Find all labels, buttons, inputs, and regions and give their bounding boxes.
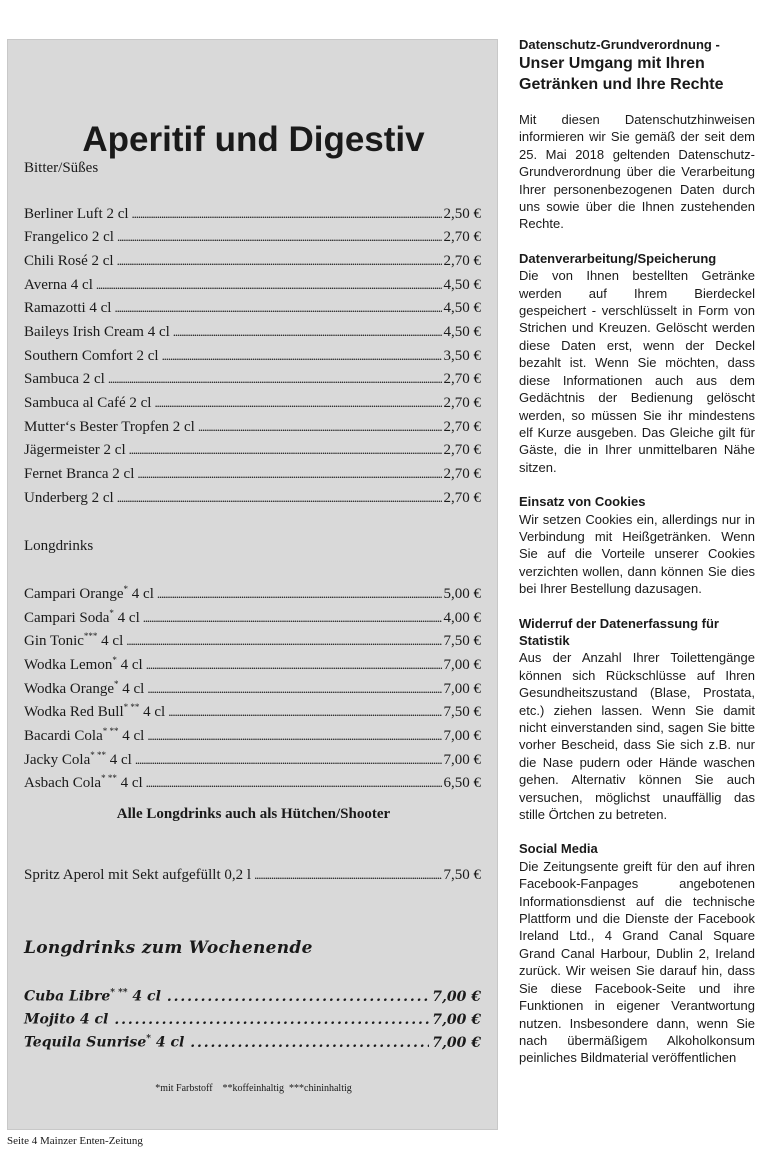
item-name: Mutter‘s Bester Tropfen 2 cl — [24, 419, 195, 435]
menu-item — [24, 466, 481, 486]
menu-item — [24, 750, 481, 770]
item-price: 5,00 € — [443, 586, 481, 602]
item-price: 7,00 € — [432, 1034, 481, 1051]
section-heading: Widerruf der Datenerfassung für Statistik — [519, 615, 719, 648]
item-price: 7,00 € — [443, 657, 481, 673]
menu-item — [24, 631, 481, 651]
menu-panel — [7, 39, 498, 1130]
item-price: 3,50 € — [443, 348, 481, 364]
sidebar-intro: Mit diesen Datenschutzhinweisen informieren wir Sie gemäß der seit dem 25. Mai 2018 geltenden Datenschutz-Grundverordnung über die Verarbeitung Ihrer personenbezogenen Daten durch uns sowie über die Ihnen zustehenden Rechte. — [519, 112, 755, 232]
item-price: 7,00 € — [443, 728, 481, 744]
menu-item — [24, 584, 481, 604]
menu-item — [24, 324, 481, 344]
item-name: Campari Orange* 4 cl — [24, 584, 154, 602]
item-name: Campari Soda* 4 cl — [24, 608, 140, 626]
item-price: 2,70 € — [443, 419, 481, 435]
item-name: Sambuca al Café 2 cl — [24, 395, 152, 411]
menu-item-spritz — [24, 867, 481, 887]
footnote: *mit Farbstoff **koffeinhaltig ***chininhaltig — [155, 1083, 352, 1094]
weekend-item — [24, 988, 481, 1010]
item-price: 7,50 € — [443, 704, 481, 720]
item-price: 2,70 € — [443, 395, 481, 411]
menu-item — [24, 348, 481, 368]
section-text: Wir setzen Cookies ein, allerdings nur in Verbindung mit Heißgetränken. Wenn Sie auf die Vorteile unserer Cookies verzichten wollen, dann können Sie dies bei Ihrer Bestellung dazusagen. — [519, 511, 755, 597]
menu-item — [24, 277, 481, 297]
item-price: 7,00 € — [432, 1011, 481, 1028]
menu-item — [24, 655, 481, 675]
menu-item — [24, 679, 481, 699]
menu-item — [24, 206, 481, 226]
section-heading: Datenverarbeitung/Speicherung — [519, 250, 717, 266]
dot-leader — [96, 277, 442, 293]
item-name: Chili Rosé 2 cl — [24, 253, 114, 269]
item-price: 2,70 € — [443, 466, 481, 482]
section-heading: Einsatz von Cookies — [519, 494, 646, 510]
item-price: 7,00 € — [443, 681, 481, 697]
dot-leader — [143, 610, 442, 626]
dot-leader — [137, 466, 441, 482]
item-price: 7,00 € — [432, 988, 481, 1005]
item-price: 2,70 € — [443, 442, 481, 458]
item-name: Gin Tonic*** 4 cl — [24, 631, 124, 649]
item-price: 2,50 € — [443, 206, 481, 222]
item-name: Jacky Cola* ** 4 cl — [24, 750, 132, 768]
dot-leader — [126, 633, 441, 649]
item-name: Jägermeister 2 cl — [24, 442, 126, 458]
dot-leader — [162, 348, 442, 364]
item-price: 2,70 € — [443, 371, 481, 387]
item-price: 4,00 € — [443, 610, 481, 626]
dot-leader — [254, 867, 441, 883]
menu-item — [24, 490, 481, 510]
weekend-item — [24, 1034, 481, 1056]
item-price: 7,00 € — [443, 752, 481, 768]
dot-leader — [198, 419, 442, 435]
item-name: Ramazotti 4 cl — [24, 300, 112, 316]
menu-item — [24, 442, 481, 462]
item-name: Tequila Sunrise* 4 cl — [24, 1034, 185, 1051]
item-name: Cuba Libre* ** 4 cl — [24, 988, 161, 1005]
dot-leader — [129, 442, 442, 458]
item-price: 4,50 € — [443, 324, 481, 340]
dot-leader — [146, 657, 442, 673]
item-price: 7,50 € — [443, 867, 481, 883]
item-price: 2,70 € — [443, 229, 481, 245]
item-price: 7,50 € — [443, 633, 481, 649]
item-name: Asbach Cola* ** 4 cl — [24, 773, 143, 791]
dot-leader — [168, 704, 441, 720]
dot-leader — [114, 300, 441, 316]
weekend-heading: Longdrinks zum Wochenende — [24, 938, 313, 958]
menu-item — [24, 726, 481, 746]
dot-leader — [117, 490, 442, 506]
menu-item — [24, 419, 481, 439]
dot-leader — [108, 371, 442, 387]
menu-item — [24, 608, 481, 628]
item-name: Frangelico 2 cl — [24, 229, 114, 245]
dot-leader — [117, 229, 442, 245]
menu-item — [24, 371, 481, 391]
item-price: 2,70 € — [443, 490, 481, 506]
menu-item — [24, 229, 481, 249]
dot-leader — [135, 752, 442, 768]
dot-leader — [173, 324, 442, 340]
item-name: Averna 4 cl — [24, 277, 93, 293]
item-price: 4,50 € — [443, 300, 481, 316]
shooter-note: Alle Longdrinks auch als Hütchen/Shooter — [116, 806, 391, 822]
item-name: Southern Comfort 2 cl — [24, 348, 159, 364]
item-name: Wodka Red Bull* ** 4 cl — [24, 702, 166, 720]
dot-leader — [132, 206, 442, 222]
sidebar-title: Unser Umgang mit Ihren Getränken und Ihre Rechte — [519, 55, 724, 93]
dot-leader — [117, 253, 442, 269]
item-name: Fernet Branca 2 cl — [24, 466, 135, 482]
menu-item — [24, 773, 481, 793]
section-heading: Social Media — [519, 841, 598, 857]
item-name: Berliner Luft 2 cl — [24, 206, 129, 222]
item-name: Underberg 2 cl — [24, 490, 114, 506]
menu-item — [24, 395, 481, 415]
section-text: Aus der Anzahl Ihrer Toilettengänge können sich Rückschlüsse auf Ihren Gesundheitszustand (Blase, Prostata, etc.) ziehen lassen. Wenn Sie damit nicht einverstanden sind, sagen Sie bitte vorher Bescheid, dass Sie sich z.B. nur die Nase pudern oder Hände waschen gehen. Alternativ können Sie auch versuchen, möglichst unauffällig das stille Örtchen zu betreten. — [519, 650, 755, 823]
menu-title: Aperitif und Digestiv — [82, 120, 425, 159]
dot-leader — [167, 989, 429, 1005]
dot-leader — [190, 1035, 429, 1051]
dot-leader — [114, 1012, 429, 1028]
menu-item — [24, 702, 481, 722]
item-name: Baileys Irish Cream 4 cl — [24, 324, 170, 340]
menu-item — [24, 300, 481, 320]
bitter-heading: Bitter/Süßes — [24, 160, 99, 176]
menu-item — [24, 253, 481, 273]
item-name: Wodka Orange* 4 cl — [24, 679, 145, 697]
section-text: Die von Ihnen bestellten Getränke werden auf Ihrem Bierdeckel gespeichert - verschlüsselt in Form von Strichen und Kreuzen. Gelöscht werden diese Daten erst, wenn der Deckel bezahlt ist. Wenn Sie möchten, dass diese Informationen auch aus dem Gedächtnis der Bedienung gelöscht werden, so müssen Sie ihr mindestens elf Kurze ausgeben. Das Gleiche gilt für Gäste, die in Ihrer unmittelbaren Nähe sitzen. — [519, 268, 755, 475]
item-name: Sambuca 2 cl — [24, 371, 105, 387]
longdrinks-heading: Longdrinks — [24, 538, 94, 554]
privacy-sidebar — [519, 37, 755, 1084]
dot-leader — [154, 395, 441, 411]
page-footer: Seite 4 Mainzer Enten-Zeitung — [7, 1135, 143, 1147]
dot-leader — [147, 681, 441, 697]
item-name: Mojito 4 cl — [24, 1011, 109, 1028]
item-price: 4,50 € — [443, 277, 481, 293]
item-name: Wodka Lemon* 4 cl — [24, 655, 143, 673]
sidebar-kicker: Datenschutz-Grundverordnung - — [519, 37, 720, 52]
item-name: Spritz Aperol mit Sekt aufgefüllt 0,2 l — [24, 867, 252, 883]
section-text: Die Zeitungsente greift für den auf ihren Facebook-Fanpages angebotenen Informationsdienst auf die technische Plattform und die Dienste der Facebook Ireland Ltd., 4 Grand Canal Square Grand Canal Harbour, Dublin 2, Ireland zurück. Wir weisen Sie darauf hin, dass Sie diese Facebook-Seite und ihre Funktionen in eigener Verantwortung nutzen. Insbesondere dann, wenn Sie nach übermäßigem Alkoholkonsum peinliches Bildmaterial veröffentlichen — [519, 858, 755, 1066]
dot-leader — [157, 586, 442, 602]
dot-leader — [146, 775, 442, 791]
item-price: 2,70 € — [443, 253, 481, 269]
dot-leader — [147, 728, 441, 744]
item-price: 6,50 € — [443, 775, 481, 791]
weekend-item — [24, 1011, 481, 1033]
item-name: Bacardi Cola* ** 4 cl — [24, 726, 145, 744]
